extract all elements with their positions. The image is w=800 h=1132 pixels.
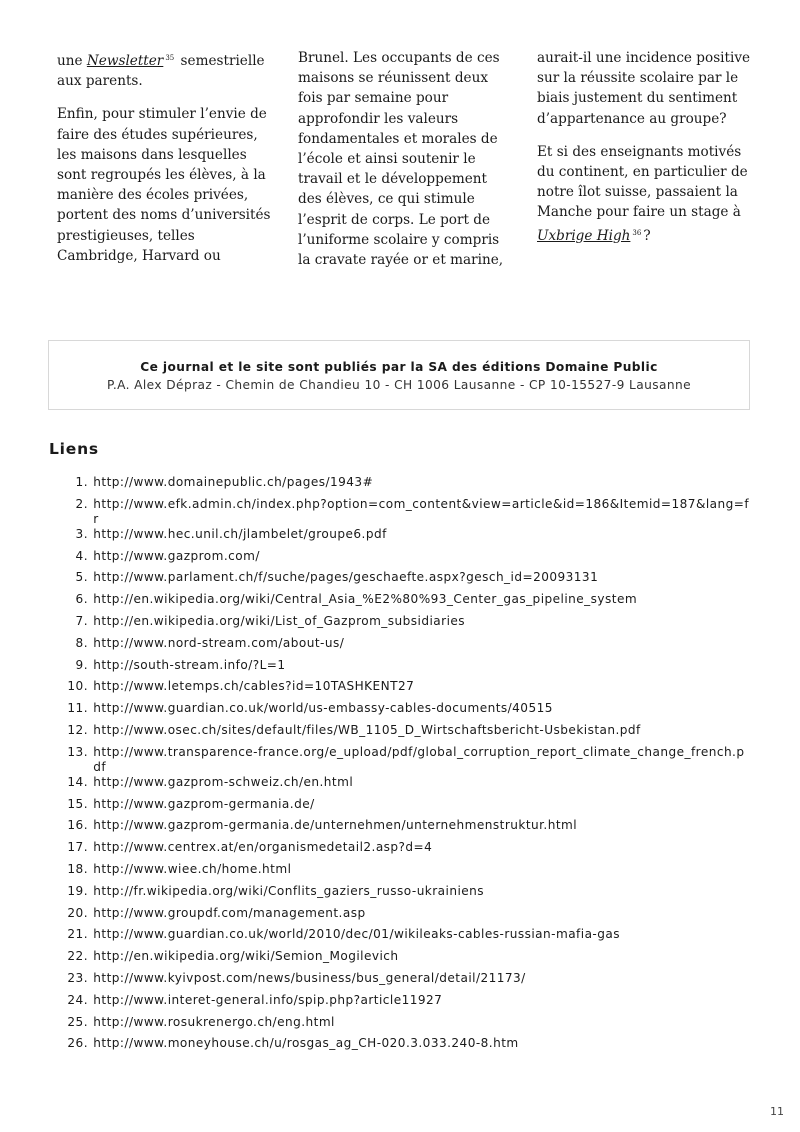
link-url[interactable]: http://www.letemps.ch/cables?id=10TASHKENT27	[93, 679, 415, 694]
link-item	[62, 636, 752, 658]
link-item	[62, 971, 752, 993]
link-number: 24.	[67, 992, 88, 1007]
link-item	[62, 570, 752, 592]
link-item	[62, 527, 752, 549]
link-item	[62, 906, 752, 928]
link-item	[62, 1015, 752, 1037]
link-item	[62, 884, 752, 906]
link-item	[62, 497, 752, 527]
link-url[interactable]: http://www.nord-stream.com/about-us/	[93, 635, 345, 650]
link-number: 14.	[67, 774, 88, 789]
link-number: 20.	[67, 905, 88, 920]
link-item	[62, 701, 752, 723]
article-paragraph: Brunel. Les occupants de ces maisons se réunissent deux fois par semaine pour approfondir les valeurs fondamentales et morales de l’école et ainsi soutenir le travail et le développement des élèves, ce qui stimule l’esprit de corps. Le port de l’uniforme scolaire y compris la cravate rayée or et marine,	[298, 50, 504, 269]
link-number: 9.	[75, 657, 88, 672]
article-column-1	[57, 48, 277, 279]
link-item	[62, 679, 752, 701]
link-item	[62, 775, 752, 797]
link-item	[62, 614, 752, 636]
link-item	[62, 1036, 752, 1058]
publisher-address: P.A. Alex Dépraz - Chemin de Chandieu 10 - CH 1006 Lausanne - CP 10-15527-9 Lausanne	[106, 378, 692, 392]
link-item	[62, 658, 752, 680]
article-paragraph: aurait-il une incidence positive sur la réussite scolaire par le biais justement du sentiment d’appartenance au groupe?	[537, 50, 751, 127]
link-url[interactable]: http://en.wikipedia.org/wiki/Central_Asia_%E2%80%93_Center_gas_pipeline_system	[93, 592, 638, 607]
link-item	[62, 840, 752, 862]
link-url[interactable]: http://www.gazprom-germania.de/unternehmen/unternehmenstruktur.html	[93, 818, 578, 833]
link-number: 11.	[67, 701, 88, 716]
link-url[interactable]: http://www.osec.ch/sites/default/files/WB_1105_D_Wirtschaftsbericht-Usbekistan.pdf	[93, 722, 641, 737]
link-url[interactable]: http://www.parlament.ch/f/suche/pages/geschaefte.aspx?gesch_id=20093131	[93, 570, 599, 585]
article-paragraph: une Newsletter $^{35}$ semestrielle aux parents.	[57, 53, 265, 90]
link-item	[62, 797, 752, 819]
link-item	[62, 818, 752, 840]
uxbrige-high-link[interactable]: Uxbrige High	[537, 227, 631, 244]
link-item	[62, 723, 752, 745]
link-url[interactable]: http://www.gazprom-germania.de/	[93, 796, 315, 811]
link-number: 18.	[67, 861, 88, 876]
link-url[interactable]: http://south-stream.info/?L=1	[93, 657, 286, 672]
link-url[interactable]: http://www.kyivpost.com/news/business/bus_general/detail/21173/	[93, 970, 526, 985]
footnote-ref[interactable]: 35	[165, 54, 175, 62]
link-url[interactable]: http://www.interet-general.info/spip.php?article11927	[93, 992, 443, 1007]
link-url[interactable]: http://www.guardian.co.uk/world/us-embassy-cables-documents/40515	[93, 701, 553, 716]
links-heading: Liens	[49, 440, 99, 458]
link-item	[62, 475, 752, 497]
article-paragraph: Enfin, pour stimuler l’envie de faire des études supérieures, les maisons dans lesquelles sont regroupés les élèves, à la manière des écoles privées, portent des noms d’universités prestigieuses, telles Cambridge, Harvard ou	[57, 106, 271, 264]
link-item	[62, 745, 752, 775]
link-url[interactable]: http://www.efk.admin.ch/index.php?option=com_content&view=article&id=186&Itemid=187&lang=fr	[93, 496, 750, 526]
link-url[interactable]: http://www.transparence-france.org/e_upload/pdf/global_corruption_report_climate_change_french.pdf	[93, 744, 745, 774]
link-number: 21.	[67, 927, 88, 942]
link-url[interactable]: http://fr.wikipedia.org/wiki/Conflits_gaziers_russo-ukrainiens	[93, 883, 485, 898]
link-number: 6.	[75, 592, 88, 607]
link-item	[62, 592, 752, 614]
link-url[interactable]: http://www.gazprom-schweiz.ch/en.html	[93, 774, 354, 789]
link-url[interactable]: http://www.wiee.ch/home.html	[93, 861, 292, 876]
link-url[interactable]: http://www.centrex.at/en/organismedetail2.asp?d=4	[93, 840, 433, 855]
newsletter-link[interactable]: Newsletter	[86, 53, 164, 69]
link-item	[62, 862, 752, 884]
link-number: 1.	[75, 475, 88, 489]
link-number: 5.	[75, 570, 88, 585]
article-column-2	[298, 48, 510, 283]
link-item	[62, 549, 752, 571]
link-number: 16.	[67, 818, 88, 833]
link-number: 23.	[67, 970, 88, 985]
publisher-title: Ce journal et le site sont publiés par la SA des éditions Domaine Public	[140, 360, 658, 374]
link-url[interactable]: http://www.rosukrenergo.ch/eng.html	[93, 1014, 335, 1029]
article-column-3	[537, 48, 757, 259]
link-url[interactable]: http://www.hec.unil.ch/jlambelet/groupe6.pdf	[93, 526, 387, 541]
link-number: 13.	[67, 744, 88, 759]
link-url[interactable]: http://en.wikipedia.org/wiki/List_of_Gazprom_subsidiaries	[93, 613, 466, 628]
link-url[interactable]: http://www.domainepublic.ch/pages/1943#	[93, 475, 374, 489]
page-number: 11	[770, 1105, 784, 1118]
article-paragraph: Et si des enseignants motivés du continent, en particulier de notre îlot suisse, passaient la Manche pour faire un stage à Uxbrige High $^{36}$ ?	[537, 143, 748, 244]
link-item	[62, 993, 752, 1015]
links-list	[62, 475, 752, 1058]
publisher-box	[48, 340, 750, 410]
link-number: 2.	[75, 496, 88, 511]
link-number: 8.	[75, 635, 88, 650]
link-number: 26.	[67, 1036, 88, 1051]
link-url[interactable]: http://www.groupdf.com/management.asp	[93, 905, 366, 920]
link-number: 15.	[67, 796, 88, 811]
footnote-ref[interactable]: 36	[632, 228, 642, 237]
link-number: 12.	[67, 722, 88, 737]
link-item	[62, 949, 752, 971]
link-number: 22.	[67, 949, 88, 964]
link-url[interactable]: http://en.wikipedia.org/wiki/Semion_Mogilevich	[93, 949, 399, 964]
link-item	[62, 927, 752, 949]
link-number: 19.	[67, 883, 88, 898]
link-number: 10.	[67, 679, 88, 694]
link-number: 25.	[67, 1014, 88, 1029]
link-url[interactable]: http://www.guardian.co.uk/world/2010/dec/01/wikileaks-cables-russian-mafia-gas	[93, 927, 620, 942]
link-number: 17.	[67, 840, 88, 855]
link-number: 4.	[75, 548, 88, 563]
link-number: 3.	[75, 526, 88, 541]
link-url[interactable]: http://www.moneyhouse.ch/u/rosgas_ag_CH-020.3.033.240-8.htm	[93, 1036, 519, 1051]
link-number: 7.	[75, 613, 88, 628]
link-url[interactable]: http://www.gazprom.com/	[93, 548, 260, 563]
